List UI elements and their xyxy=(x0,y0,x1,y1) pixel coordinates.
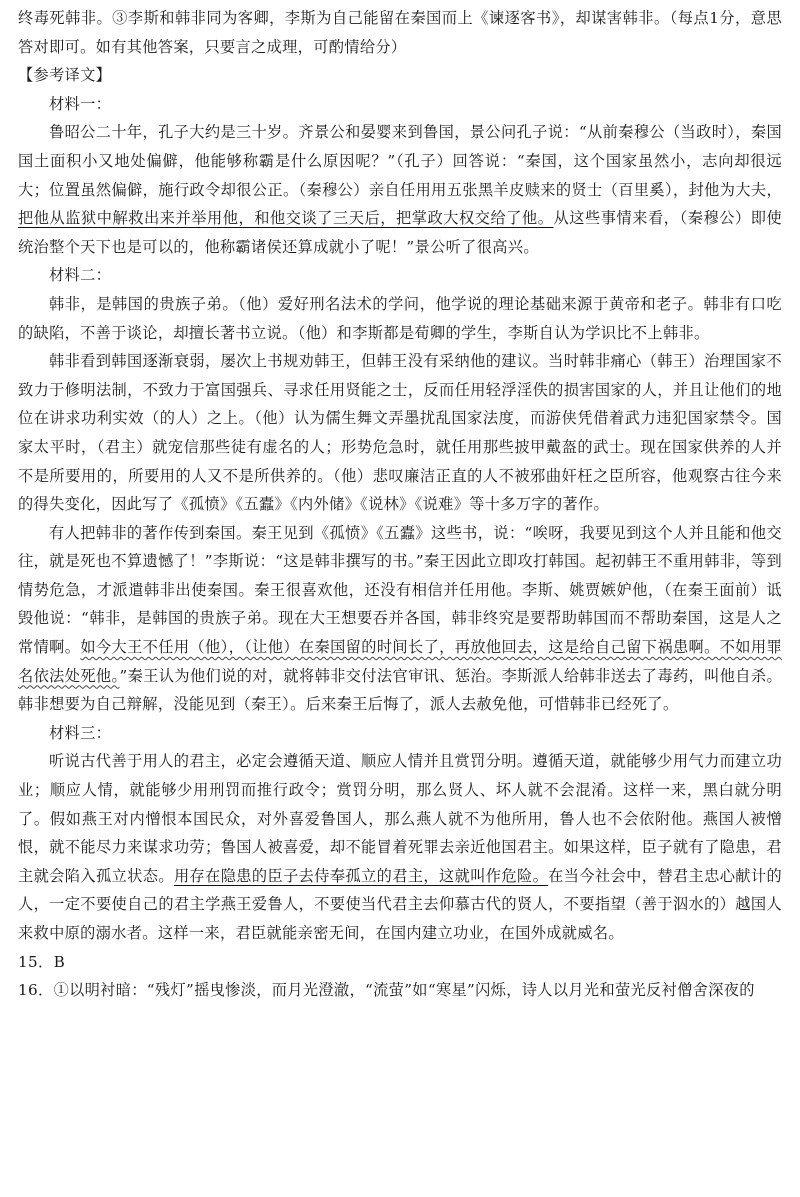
material-3-underlined-sentence: 用存在隐患的臣子去侍奉孤立的君主，这就叫作危险。 xyxy=(173,866,549,885)
answer-16: 16．①以明衬暗：“残灯”摇曳惨淡，而月光澄澈，“流萤”如“寒星”闪烁，诗人以月光和萤光反衬僧舍深夜的 xyxy=(18,981,755,1000)
material-3-text-b: 在当今社会中，替君主忠心献计的人，一定不要使自己的君主学燕王爱鲁人，不要使当代君主去仰慕古代的贤人，不要指望（善于泅水的）越国人来救中原的溺水者。这样一来，君臣就能亲密无间，在国内建立功业，在国外成就威名。 xyxy=(18,866,783,942)
material-2-text-a: 有人把韩非的著作传到秦国。秦王见到《孤愤》《五蠹》这些书，说：“唉呀，我要见到这个人并且能和他交往，就是死也不算遗憾了！”李斯说：“这是韩非撰写的书。”秦王因此立即攻打韩国。起初韩王不重用韩非，等到情势危急，才派遣韩非出使秦国。秦王很喜欢他，还没有相信并任用他。李斯、姚贾嫉妒他，（在秦王面前）诋毁他说：“韩非，是韩国的贵族子弟。现在大王想要吞并各国，韩非终究是要帮助韩国而不帮助秦国，这是人之常情啊。 xyxy=(18,523,782,657)
material-2-paragraph-2: 韩非看到韩国逐渐衰弱，屡次上书规劝韩王，但韩王没有采纳他的建议。当时韩非痛心（韩王）治理国家不致力于修明法制，不致力于富国强兵、寻求任用贤能之士，反而任用轻浮淫佚的损害国家的人，并且让他们的地位在讲求功利实效（的人）之上。（他）认为儒生舞文弄墨扰乱国家法度，而游侠凭借着武力违犯国家禁令。国家太平时，（君主）就宠信那些徒有虚名的人；形势危急时，就任用那些披甲戴盔的武士。现在国家供养的人并不是所要用的，所要用的人又不是所供养的。（他）悲叹廉洁正直的人不被邪曲奸枉之臣所容，他观察古往今来的得失变化，因此写了《孤愤》《五蠹》《内外储》《说林》《说难》等十多万字的著作。 xyxy=(18,352,782,514)
material-1-text-b: 从这些事情来看，（秦穆公）即使统治整个天下也是可以的，他称霸诸侯还算成就小了呢！”景公听了很高兴。 xyxy=(18,209,782,256)
material-3-text-a: 听说古代善于用人的君主，必定会遵循天道、顺应人情并且赏罚分明。遵循天道，就能够少用气力而建立功业；顺应人情，就能够少用刑罚而推行政令；赏罚分明，那么贤人、坏人就不会混淆。这样一来，黑白就分明了。假如燕王对内憎恨本国民众，对外喜爱鲁国人，那么燕人就不为他所用，鲁人也不会依附他。燕国人被憎恨，就不能尽力来谋求功劳；鲁国人被喜爱，却不能冒着死罪去亲近他国君主。如果这样，臣子就有了隐患，君主就会陷入孤立状态。 xyxy=(18,752,782,885)
material-2-wavy-underlined-sentence: 如今大王不任用（他），（让他）在秦国留的时间长了，再放他回去，这是给自己留下祸患啊。不如用罪名依法处死他。 xyxy=(18,638,782,685)
answer-15: 15．B xyxy=(18,952,66,971)
material-2-text-b: ”秦王认为他们说的对，就将韩非交付法官审讯、惩治。李斯派人给韩非送去了毒药，叫他自杀。韩非想要为自己辩解，没能见到（秦王）。后来秦王后悔了，派人去赦免他，可惜韩非已经死了。 xyxy=(18,666,782,714)
material-1-text-a: 鲁昭公二十年，孔子大约是三十岁。齐景公和晏婴来到鲁国，景公问孔子说：“从前秦穆公（当政时），秦国国土面积小又地处偏僻，他能够称霸是什么原因呢？”（孔子）回答说：“秦国，这个国家虽然小，志向却很远大；位置虽然偏僻，施行政令却很公正。（秦穆公）亲自任用用五张黑羊皮赎来的贤士（百里奚），封他为大夫， xyxy=(18,123,782,199)
answer-14-continued: 终毒死韩非。③李斯和韩非同为客卿，李斯为自己能留在秦国而上《谏逐客书》，却谋害韩非。（每点1分，意思答对即可。如有其他答案，只要言之成理，可酌情给分） xyxy=(18,9,782,56)
material-1-underlined-sentence: 把他从监狱中解救出来并举用他，和他交谈了三天后，把掌政大权交给了他。 xyxy=(18,209,554,228)
material-2-paragraph-3 xyxy=(18,519,782,719)
material-3-paragraph xyxy=(18,747,782,947)
material-2-paragraph-1: 韩非，是韩国的贵族子弟。（他）爱好刑名法术的学问，他学说的理论基础来源于黄帝和老子。韩非有口吃的缺陷，不善于谈论，却擅长著书立说。（他）和李斯都是荀卿的学生，李斯自认为学识比不上韩非。 xyxy=(18,294,782,342)
material-1-label: 材料一： xyxy=(49,94,112,113)
document-page xyxy=(18,4,782,1005)
material-2-label: 材料二： xyxy=(49,266,112,285)
reference-translation-heading: 【参考译文】 xyxy=(18,66,112,85)
material-1-paragraph xyxy=(18,118,782,261)
material-3-label: 材料三： xyxy=(49,723,112,742)
